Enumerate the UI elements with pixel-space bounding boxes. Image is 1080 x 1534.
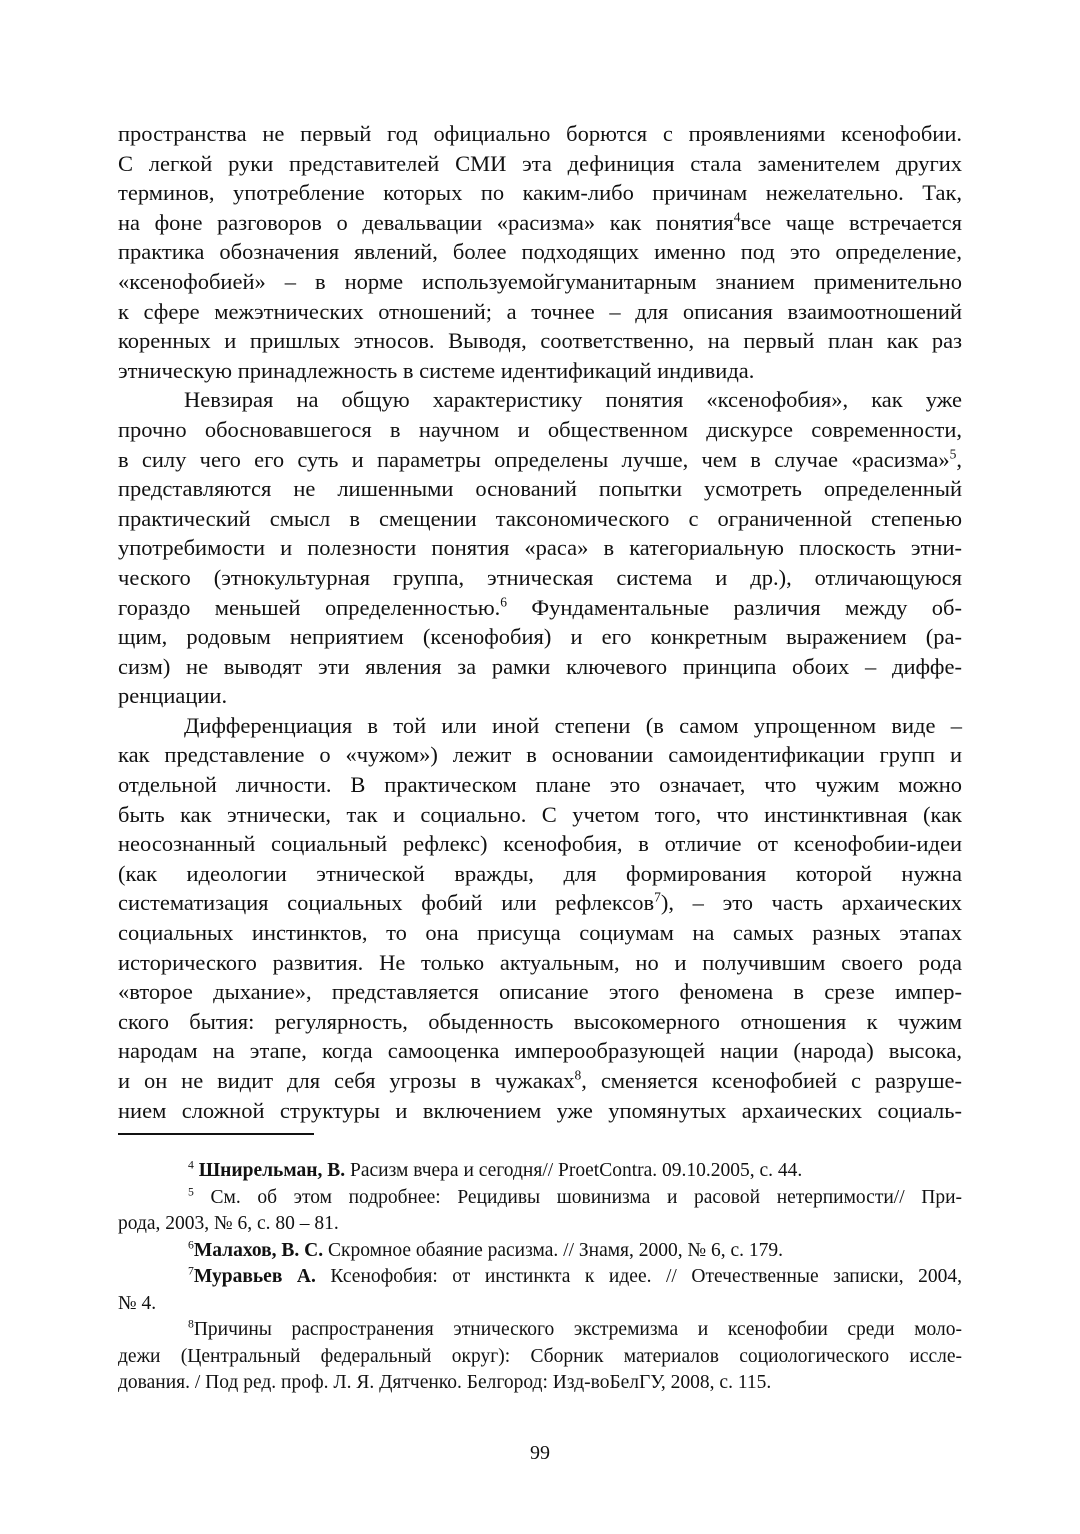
text-fragment: , — [956, 446, 962, 472]
text-line: щим, родовым неприятием (ксенофобия) и его конкретным выражением (ра- — [118, 624, 962, 650]
footnote-7-cont: № 4. — [118, 1292, 157, 1314]
text-line: быть как этнически, так и социально. С учетом того, что инстинктивная (как — [118, 801, 962, 827]
footnote-8-cont: дования. / Под ред. проф. Л. Я. Дятченко. Белгород: Изд-воБелГУ, 2008, с. 115. — [118, 1372, 772, 1393]
text-line: пространства не первый год официально борются с проявлениями ксенофобии. — [118, 121, 962, 146]
main-text — [118, 119, 962, 1125]
footnote-number: 5 — [188, 1185, 194, 1198]
text-line — [118, 1066, 962, 1096]
text-line: практический смысл в смещении таксономического с ограниченной степенью — [118, 505, 962, 531]
text-line: ского бытия: регулярность, обыденность высокомерного отношения к чужим — [118, 1008, 962, 1034]
text-line: как представление о «чужом») лежит в основании самоидентификации групп и — [118, 742, 962, 768]
text-fragment: систематизация социальных фобий или рефлексов — [118, 890, 655, 916]
page-number: 99 — [530, 1442, 550, 1464]
footnote-number: 7 — [188, 1264, 194, 1278]
text-fragment: Фундаментальные различия между об- — [507, 594, 962, 620]
text-line: С легкой руки представителей СМИ эта дефиниция стала заменителем других — [118, 150, 962, 176]
footnote-4 — [118, 1158, 962, 1185]
text-line: представляются не лишенными оснований попытки усмотреть определенный — [118, 476, 962, 502]
footnote-number: 4 — [188, 1158, 194, 1172]
text-fragment: все чаще встречается — [740, 209, 962, 235]
footnotes — [118, 1158, 962, 1397]
footnote-ref: 6 — [500, 594, 508, 609]
footnote-author: Муравьев А. — [193, 1266, 316, 1287]
footnote-author: Шнирельман, В. — [198, 1160, 346, 1181]
text-line: ренциации. — [118, 683, 228, 709]
text-line — [118, 888, 962, 918]
text-line: употребимости и полезности понятия «раса» в категориальную плоскость этни- — [118, 535, 962, 561]
footnote-number: 6 — [188, 1238, 194, 1251]
text-fragment: на фоне разговоров о девальвации «расизма» как понятия — [118, 209, 734, 235]
text-line: Невзирая на общую характеристику понятия «ксенофобия», как уже — [184, 387, 962, 413]
text-line: отдельной личности. В практическом плане это означает, что чужим можно — [118, 772, 962, 798]
footnote-ref: 4 — [733, 209, 741, 225]
text-line: коренных и пришлых этносов. Выводя, соответственно, на первый план как раз — [118, 328, 962, 354]
text-line: прочно обосновавшегося в научном и общественном дискурсе современности, — [118, 416, 962, 442]
text-line: ческого (этнокультурная группа, этническая система и др.), отличающуюся — [118, 564, 962, 590]
footnote-number: 8 — [188, 1317, 194, 1331]
text-line — [118, 208, 962, 238]
footnote-author: Малахов, В. С. — [193, 1239, 324, 1261]
text-line: к сфере межэтнических отношений; а точнее – для описания взаимоотношений — [118, 298, 962, 324]
text-line: народам на этапе, когда самооценка имперообразующей нации (народа) высока, — [118, 1038, 962, 1064]
footnote-text: Ксенофобия: от инстинкта к идее. // Отечественные записки, 2004, — [315, 1266, 962, 1287]
text-line: неосознанный социальный рефлекс) ксенофобия, в отличие от ксенофобии-идеи — [118, 831, 962, 857]
text-line: практика обозначения явлений, более подходящих именно под это определение, — [118, 239, 962, 265]
text-line: (как идеологии этнической вражды, для формирования которой нужна — [118, 860, 962, 886]
text-line: «ксенофобией» – в норме используемойгуманитарным знанием применительно — [118, 268, 962, 294]
text-line: исторического развития. Не только актуальным, но и получившим своего рода — [118, 949, 962, 975]
footnote-5 — [118, 1185, 962, 1212]
footnote-6 — [118, 1238, 962, 1265]
text-fragment: ), – это часть архаических — [660, 890, 962, 916]
text-line: терминов, употребление которых по каким-либо причинам нежелательно. Так, — [118, 180, 962, 206]
footnote-separator — [118, 1133, 314, 1135]
text-line: социальных инстинктов, то она присуща социумам на самых разных этапах — [118, 920, 962, 946]
footnote-text: Расизм вчера и сегодня// ProetContra. 09.10.2005, с. 44. — [345, 1160, 803, 1181]
text-line: этническую принадлежность в системе идентификаций индивида. — [118, 357, 755, 383]
text-line — [118, 593, 962, 623]
footnote-text: См. об этом подробнее: Рецидивы шовинизма и расовой нетерпимости// При- — [193, 1186, 962, 1208]
text-line: Дифференциация в той или иной степени (в самом упрощенном виде – — [184, 712, 962, 738]
footnote-ref: 5 — [949, 446, 957, 462]
footnote-8 — [118, 1317, 962, 1344]
text-line: нием сложной структуры и включением уже упомянутых архаических социаль- — [118, 1097, 962, 1123]
text-fragment: и он не видит для себя угрозы в чужаках — [118, 1068, 575, 1093]
footnote-5-cont: рода, 2003, № 6, с. 80 – 81. — [118, 1213, 339, 1234]
text-fragment: , сменяется ксенофобией с разруше- — [581, 1068, 963, 1093]
text-line: «второе дыхание», представляется описание этого феномена в срезе импер- — [118, 979, 962, 1005]
text-line: сизм) не выводят эти явления за рамки ключевого принципа обоих – диффе- — [118, 653, 962, 679]
text-fragment: гораздо меньшей определенностью. — [118, 594, 501, 620]
footnote-8-cont: дежи (Центральный федеральный округ): Сборник материалов социологического иссле- — [118, 1345, 962, 1367]
footnote-text: Скромное обаяние расизма. // Знамя, 2000, № 6, с. 179. — [323, 1239, 784, 1261]
footnote-ref: 7 — [654, 889, 661, 905]
footnote-7 — [118, 1264, 962, 1291]
text-line — [118, 445, 962, 475]
text-fragment: в силу чего его суть и параметры определены лучше, чем в случае «расизма» — [118, 446, 950, 472]
footnote-ref: 8 — [574, 1067, 582, 1083]
footnote-text: Причины распространения этнического экстремизма и ксенофобии среди моло- — [193, 1319, 962, 1340]
